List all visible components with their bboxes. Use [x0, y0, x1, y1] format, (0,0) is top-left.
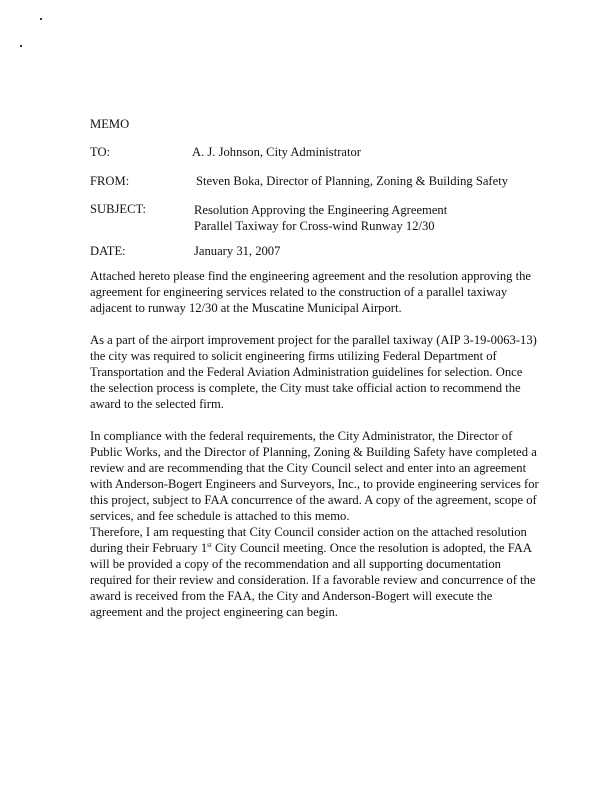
text-line: with Anderson-Bogert Engineers and Surveyors, Inc., to provide engineering services for — [90, 477, 539, 491]
text-line: Transportation and the Federal Aviation Administration guidelines for selection. Once — [90, 365, 523, 379]
text-line: As a part of the airport improvement project for the parallel taxiway (AIP 3-19-0063-13) — [90, 333, 537, 347]
text-fragment: City Council meeting. Once the resolution is adopted, the FAA — [211, 541, 533, 555]
subject-line: Parallel Taxiway for Cross-wind Runway 12/30 — [194, 219, 435, 233]
paragraph-4 — [90, 524, 535, 620]
memo-heading: MEMO — [90, 117, 130, 131]
scan-speck — [40, 18, 42, 20]
text-line: Public Works, and the Director of Planning, Zoning & Building Safety have completed a — [90, 445, 537, 459]
text-line: services, and fee schedule is attached to this memo. — [90, 509, 350, 523]
ordinal-suffix: st — [207, 541, 212, 549]
text-line: Attached hereto please find the engineering agreement and the resolution approving the — [90, 269, 531, 283]
text-line — [90, 540, 535, 556]
from-value: Steven Boka, Director of Planning, Zoning & Building Safety — [196, 174, 509, 188]
text-line: agreement and the project engineering can begin. — [90, 605, 338, 619]
text-fragment: during their February 1 — [90, 541, 208, 555]
to-label: TO: — [90, 145, 111, 159]
text-line: review and are recommending that the City Council select and enter into an agreement — [90, 461, 527, 475]
text-line: the city was required to solicit engineering firms utilizing Federal Department of — [90, 349, 497, 363]
text-line: award is received from the FAA, the City and Anderson-Bogert will execute the — [90, 589, 493, 603]
subject-value — [194, 202, 447, 234]
from-label: FROM: — [90, 174, 130, 188]
scan-speck — [20, 45, 22, 47]
paragraph-1 — [90, 268, 531, 316]
text-line: will be provided a copy of the recommendation and all supporting documentation — [90, 557, 501, 571]
text-line: Therefore, I am requesting that City Council consider action on the attached resolution — [90, 525, 527, 539]
text-line: required for their review and consideration. If a favorable review and concurrence of the — [90, 573, 536, 587]
text-line: award to the selected firm. — [90, 397, 224, 411]
date-label: DATE: — [90, 244, 126, 258]
text-line: adjacent to runway 12/30 at the Muscatine Municipal Airport. — [90, 301, 402, 315]
subject-line: Resolution Approving the Engineering Agreement — [194, 203, 448, 217]
to-value: A. J. Johnson, City Administrator — [192, 145, 361, 159]
text-line: In compliance with the federal requirements, the City Administrator, the Director of — [90, 429, 513, 443]
text-line: the selection process is complete, the City must take official action to recommend the — [90, 381, 521, 395]
paragraph-3 — [90, 428, 539, 524]
date-value: January 31, 2007 — [194, 244, 281, 258]
text-line: agreement for engineering services related to the construction of a parallel taxiway — [90, 285, 508, 299]
subject-label: SUBJECT: — [90, 202, 147, 216]
text-line: this project, subject to FAA concurrence of the award. A copy of the agreement, scope of — [90, 493, 537, 507]
paragraph-2 — [90, 332, 537, 412]
